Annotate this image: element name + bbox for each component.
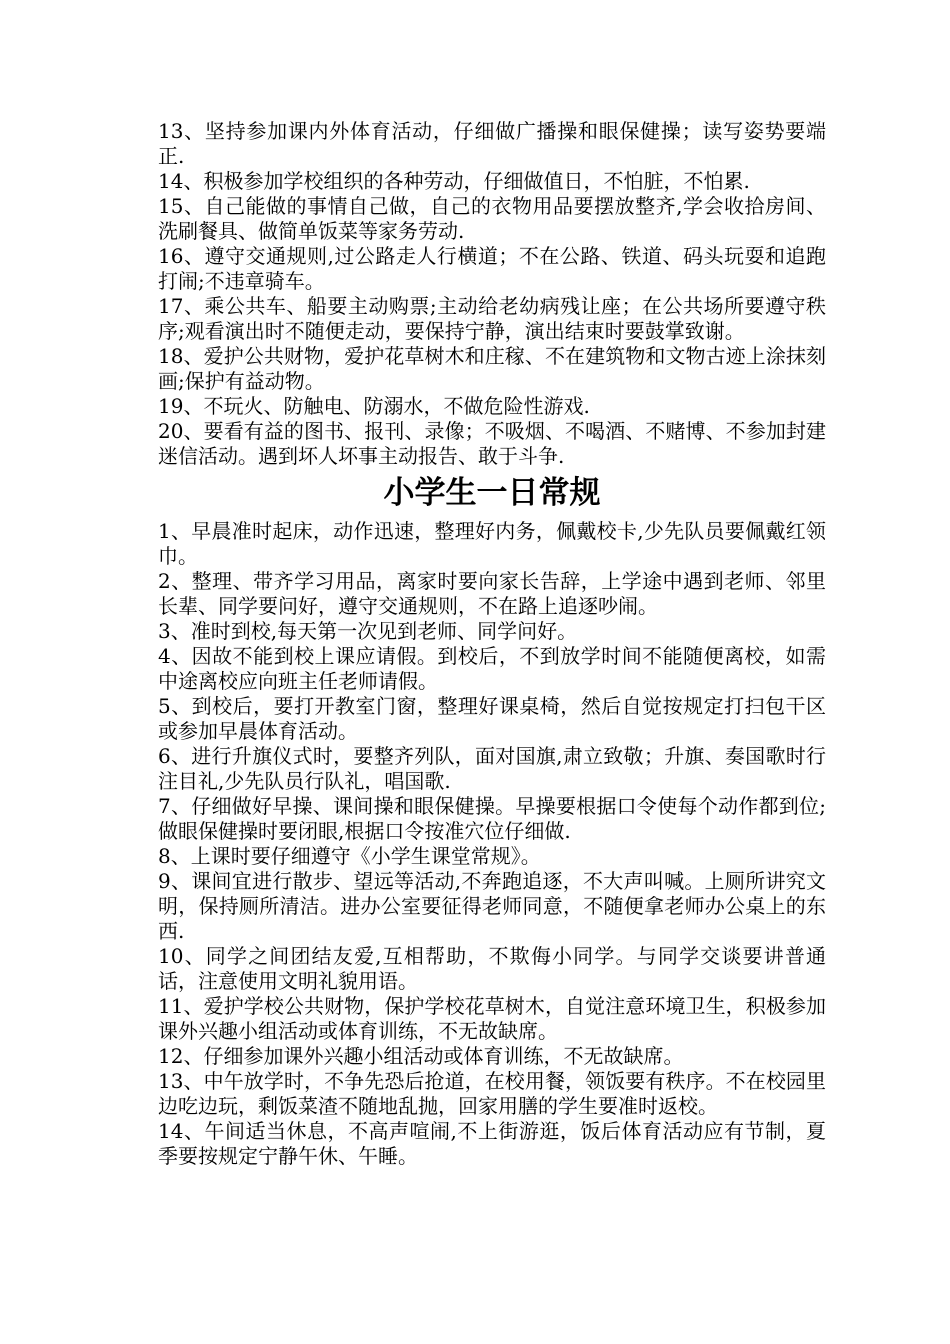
section-2-list xyxy=(158,519,826,1169)
rule-item: 14、积极参加学校组织的各种劳动，仔细做值日，不怕脏，不怕累. xyxy=(158,169,750,193)
rule-item: 11、爱护学校公共财物，保护学校花草树木，自觉注意环境卫生，积极参加课外兴趣小组活动或体育训练，不无故缺席。 xyxy=(158,994,826,1043)
rule-item: 2、整理、带齐学习用品，离家时要向家长告辞，上学途中遇到老师、邻里长辈、同学要问好，遵守交通规则，不在路上追逐吵闹。 xyxy=(158,569,826,618)
section-1-list xyxy=(158,119,826,469)
rule-item: 17、乘公共车、船要主动购票;主动给老幼病残让座；在公共场所要遵守秩序;观看演出时不随便走动，要保持宁静，演出结束时要鼓掌致谢。 xyxy=(158,294,826,343)
rule-item: 9、课间宜进行散步、望远等活动,不奔跑追逐，不大声叫喊。上厕所讲究文明，保持厕所清洁。进办公室要征得老师同意，不随便拿老师办公桌上的东西. xyxy=(158,869,826,943)
rule-item: 5、到校后，要打开教室门窗，整理好课桌椅，然后自觉按规定打扫包干区或参加早晨体育活动。 xyxy=(158,694,826,743)
rule-item: 14、午间适当休息，不高声喧闹,不上街游逛，饭后体育活动应有节制，夏季要按规定宁静午休、午睡。 xyxy=(158,1119,826,1168)
rule-item: 12、仔细参加课外兴趣小组活动或体育训练，不无故缺席。 xyxy=(158,1044,684,1068)
rule-item: 15、自己能做的事情自己做，自己的衣物用品要摆放整齐,学会收拾房间、洗刷餐具、做简单饭菜等家务劳动. xyxy=(158,194,826,243)
rule-item: 4、因故不能到校上课应请假。到校后，不到放学时间不能随便离校，如需中途离校应向班主任老师请假。 xyxy=(158,644,826,693)
rule-item: 20、要看有益的图书、报刊、录像；不吸烟、不喝酒、不赌博、不参加封建迷信活动。遇到坏人坏事主动报告、敢于斗争. xyxy=(158,419,826,468)
rule-item: 10、同学之间团结友爱,互相帮助，不欺侮小同学。与同学交谈要讲普通话，注意使用文明礼貌用语。 xyxy=(158,944,826,993)
rule-item: 13、坚持参加课内外体育活动，仔细做广播操和眼保健操；读写姿势要端正. xyxy=(158,119,826,168)
rule-item: 7、仔细做好早操、课间操和眼保健操。早操要根据口令使每个动作都到位;做眼保健操时要闭眼,根据口令按准穴位仔细做. xyxy=(158,794,826,843)
section-title: 小学生一日常规 xyxy=(383,475,601,511)
rule-item: 16、遵守交通规则,过公路走人行横道；不在公路、铁道、码头玩耍和追跑打闹;不违章骑车。 xyxy=(158,244,826,293)
document-page xyxy=(158,119,826,1169)
rule-item: 18、爱护公共财物，爱护花草树木和庄稼、不在建筑物和文物古迹上涂抹刻画;保护有益动物。 xyxy=(158,344,826,393)
rule-item: 19、不玩火、防触电、防溺水，不做危险性游戏. xyxy=(158,394,590,418)
rule-item: 6、进行升旗仪式时，要整齐列队，面对国旗,肃立致敬；升旗、奏国歌时行注目礼,少先队员行队礼，唱国歌. xyxy=(158,744,826,793)
rule-item: 1、早晨准时起床，动作迅速，整理好内务，佩戴校卡,少先队员要佩戴红领巾。 xyxy=(158,519,826,568)
rule-item: 13、中午放学时，不争先恐后抢道，在校用餐，领饭要有秩序。不在校园里边吃边玩，剩饭菜渣不随地乱抛，回家用膳的学生要准时返校。 xyxy=(158,1069,826,1118)
rule-item: 3、准时到校,每天第一次见到老师、同学问好。 xyxy=(158,619,578,643)
rule-item: 8、上课时要仔细遵守《小学生课堂常规》。 xyxy=(158,844,541,868)
